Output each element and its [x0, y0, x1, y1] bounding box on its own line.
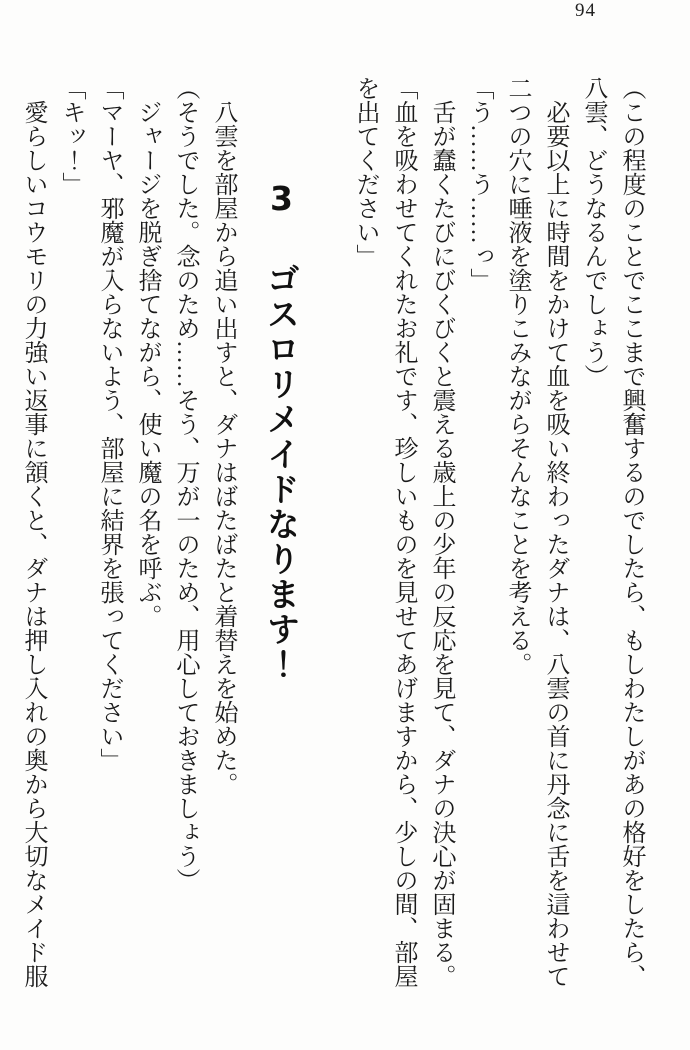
- paragraph-narration: 八雲を部屋から追い出すと、ダナはばたばたと着替えを始めた。: [210, 100, 236, 796]
- chapter-number: 3: [270, 182, 293, 215]
- paragraph-narration: ジャージを脱ぎ捨てながら、使い魔の名を呼ぶ。: [134, 100, 160, 628]
- paragraph-narration: 愛らしいコウモリの力強い返事に頷くと、ダナは押し入れの奥から大切なメイド服: [20, 100, 46, 988]
- chapter-title: ゴスロリメイドなります！: [262, 261, 301, 682]
- paragraph-dialogue: 「マーヤ、邪魔が入らないよう、部屋に結界を張ってください」: [96, 76, 122, 772]
- paragraph-dialogue: 「キッ！」: [58, 76, 84, 196]
- paragraph-narration: 舌が蠢くたびにびくびくと震える歳上の少年の反応を見て、ダナの決心が固まる。: [428, 100, 454, 988]
- paragraph-narration: 必要以上に時間をかけて血を吸い終わったダナは、八雲の首に丹念に舌を這わせて二つの穴に唾液を塗りこみながらそんなことを考える。: [504, 76, 568, 988]
- paragraph-dialogue: 「血を吸わせてくれたお礼です、珍しいものを見せてあげますから、少しの間、部屋を出てください」: [352, 76, 416, 988]
- paragraph-thought: （この程度のことでここまで興奮するのでしたら、もしわたしがあの格好をしたら、八雲、どうなるんでしょう）: [580, 76, 644, 988]
- paragraph-thought: （そうでした。念のため……そう、万が一のため、用心しておきましょう）: [172, 76, 198, 892]
- vertical-text-area: [20, 76, 650, 994]
- chapter-heading: [258, 76, 304, 994]
- paragraph-dialogue: 「う……う……っ」: [466, 76, 492, 292]
- page-number: 94: [575, 0, 596, 21]
